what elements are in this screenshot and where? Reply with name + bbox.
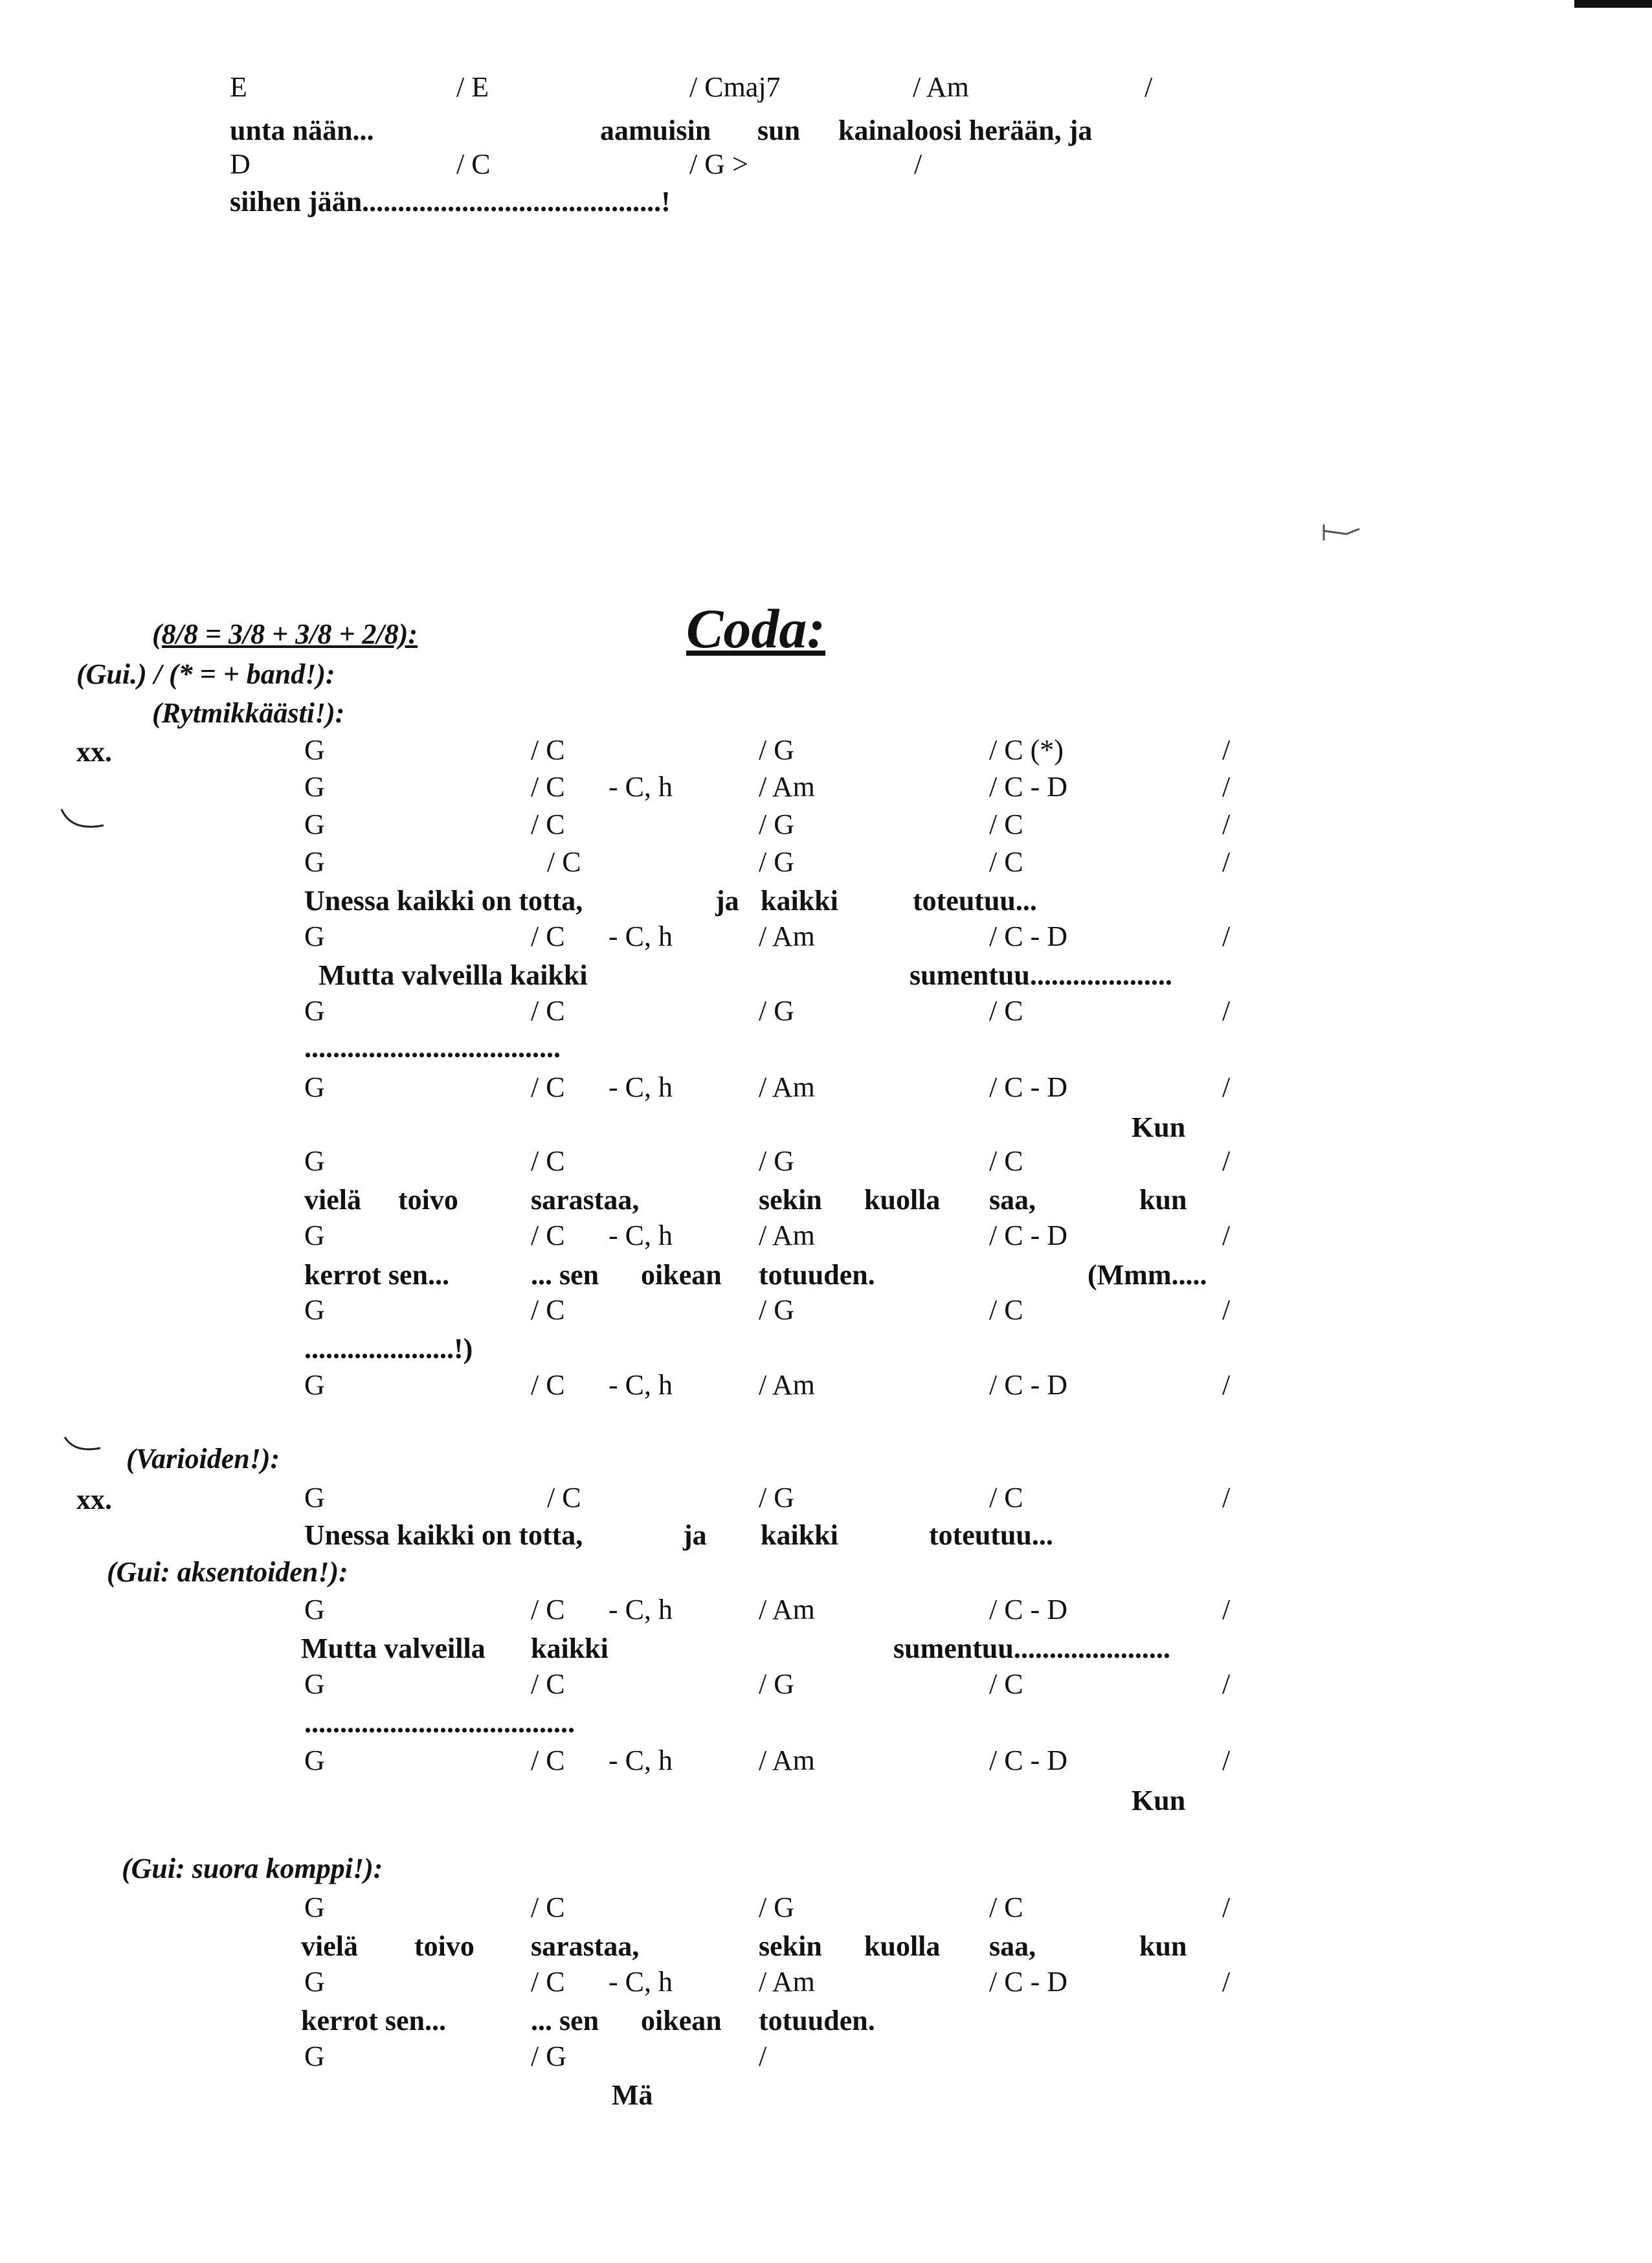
bar-line: /: [1222, 808, 1231, 840]
chord: - C, h: [608, 1369, 673, 1401]
chord: / Am: [759, 1071, 815, 1103]
section-marker: xx.: [76, 736, 112, 768]
chord: - C, h: [608, 1220, 673, 1251]
scan-edge-mark: [1574, 0, 1652, 8]
chord: / Cmaj7: [689, 71, 781, 103]
chord: G: [304, 1220, 325, 1251]
pencil-mark-icon: [58, 806, 110, 838]
chord: / C - D: [989, 1220, 1067, 1251]
chord: / C: [531, 734, 565, 766]
lyric: Mutta valveilla kaikki: [318, 959, 588, 991]
lyric: sumentuu....................: [910, 959, 1172, 991]
chord: / C: [531, 1220, 565, 1251]
chord: G: [304, 808, 325, 840]
lyric: Mutta valveilla: [301, 1633, 486, 1664]
bar-line: /: [1222, 1966, 1231, 1998]
chord: / C: [531, 995, 565, 1027]
bar-line: /: [1222, 995, 1231, 1027]
lyric: kuolla: [864, 1930, 941, 1962]
chord: / G: [759, 995, 794, 1027]
lyric: Kun: [1132, 1111, 1186, 1143]
bar-line: /: [1222, 1369, 1231, 1401]
lyric: vielä: [301, 1930, 358, 1962]
chord: / E: [456, 71, 489, 103]
chord: / C: [531, 771, 565, 803]
chord: - C, h: [608, 771, 673, 803]
lyric: saa,: [989, 1930, 1036, 1962]
chord: / C: [531, 920, 565, 952]
lyric: sumentuu......................: [893, 1633, 1170, 1664]
lyric: saa,: [989, 1184, 1036, 1216]
bar-line: /: [1222, 1482, 1231, 1513]
bar-line: /: [759, 2040, 767, 2072]
lyric: kun: [1139, 1930, 1187, 1962]
lyric: Unessa kaikki on totta,: [304, 1519, 583, 1551]
chord: / G: [759, 846, 794, 878]
chord: G: [304, 1482, 325, 1513]
chord: / C: [531, 1071, 565, 1103]
lyric: ja: [683, 1519, 707, 1551]
bar-line: /: [1222, 1294, 1231, 1326]
lyric: sun: [757, 115, 801, 146]
chord: / Am: [759, 1594, 815, 1625]
lyric: totuuden.: [759, 1259, 875, 1291]
bar-line: /: [1222, 1220, 1231, 1251]
bar-line: /: [1144, 71, 1153, 103]
chord: / C: [989, 995, 1023, 1027]
lyric: Unessa kaikki on totta,: [304, 885, 583, 917]
chord: / C: [989, 846, 1023, 878]
lyric-dots: ....................................: [304, 1032, 561, 1064]
lyric: sarastaa,: [531, 1184, 640, 1216]
chord: / C: [989, 1668, 1023, 1700]
lyric: toteutuu...: [913, 885, 1037, 917]
chord: / C - D: [989, 1745, 1067, 1776]
chord: G: [304, 2040, 325, 2072]
chord: - C, h: [608, 1071, 673, 1103]
chord: / C: [531, 808, 565, 840]
meter-note: (8/8 = 3/8 + 3/8 + 2/8):: [152, 618, 418, 650]
chord: G: [304, 1294, 325, 1326]
chord: / C: [531, 1891, 565, 1923]
chord: / C: [531, 1369, 565, 1401]
scan-mark-icon: [1321, 521, 1366, 547]
bar-line: /: [1222, 1745, 1231, 1776]
chord: E: [230, 71, 247, 103]
lyric: kerrot sen...: [301, 2005, 447, 2036]
section-label: (Gui: suora komppi!):: [122, 1853, 383, 1884]
band-note: (Gui.) / (* = + band!):: [76, 658, 335, 690]
lyric: toteutuu...: [929, 1519, 1053, 1551]
coda-heading: Coda:: [686, 597, 825, 660]
lyric-dots: .....................!): [304, 1333, 473, 1365]
chord: / C: [456, 148, 491, 180]
lyric: kainaloosi herään, ja: [838, 115, 1093, 146]
chord: D: [230, 148, 251, 180]
chord: G: [304, 1966, 325, 1998]
chord: G: [304, 1745, 325, 1776]
bar-line: /: [1222, 734, 1231, 766]
chord: G: [304, 771, 325, 803]
bar-line: /: [1222, 1891, 1231, 1923]
lyric: sekin: [759, 1930, 822, 1962]
chord: / G: [759, 808, 794, 840]
lyric: ... sen: [531, 1259, 599, 1291]
lyric: oikean: [641, 1259, 722, 1291]
lyric: ja: [715, 885, 739, 917]
chord: G: [304, 1594, 325, 1625]
chord: / C: [547, 1482, 581, 1513]
bar-line: /: [1222, 771, 1231, 803]
chord: / C (*): [989, 734, 1064, 766]
lyric: unta nään...: [230, 115, 374, 146]
chord: G: [304, 734, 325, 766]
bar-line: /: [1222, 920, 1231, 952]
lyric: toivo: [414, 1930, 474, 1962]
lyric: aamuisin: [600, 115, 711, 146]
chord: / Am: [759, 771, 815, 803]
chord: / C: [989, 808, 1023, 840]
chord: - C, h: [608, 920, 673, 952]
rhythm-note: (Rytmikkäästi!):: [152, 697, 345, 729]
chord: / C: [531, 1966, 565, 1998]
lyric: kaikki: [531, 1633, 608, 1664]
section-marker: xx.: [76, 1484, 112, 1515]
chord: / C: [547, 846, 581, 878]
bar-line: /: [1222, 1145, 1231, 1177]
chord: / C: [531, 1294, 565, 1326]
chord: / C: [531, 1594, 565, 1625]
chord: / C - D: [989, 920, 1067, 952]
lyric: siihen jään..........................................!: [230, 186, 671, 217]
chord: G: [304, 1668, 325, 1700]
chord: G: [304, 1891, 325, 1923]
chord: / G: [759, 1145, 794, 1177]
chord: / C: [989, 1891, 1023, 1923]
chord: G: [304, 846, 325, 878]
chord: / C: [989, 1294, 1023, 1326]
chord: / C - D: [989, 1071, 1067, 1103]
bar-line: /: [1222, 846, 1231, 878]
chord: / C - D: [989, 1966, 1067, 1998]
chord: / G >: [689, 148, 748, 180]
chord: / G: [759, 1668, 794, 1700]
chord: / Am: [913, 71, 969, 103]
chord: / Am: [759, 1966, 815, 1998]
lyric: kaikki: [761, 885, 838, 917]
chord: / C: [531, 1668, 565, 1700]
lyric: sekin: [759, 1184, 822, 1216]
bar-line: /: [1222, 1071, 1231, 1103]
chord: / Am: [759, 920, 815, 952]
gui-note: (Gui: aksentoiden!):: [107, 1556, 348, 1588]
chord: / C - D: [989, 771, 1067, 803]
lyric: Kun: [1132, 1785, 1186, 1816]
bar-line: /: [914, 148, 922, 180]
chord: G: [304, 1369, 325, 1401]
chord: / Am: [759, 1220, 815, 1251]
chord: / G: [759, 1294, 794, 1326]
pencil-mark-icon: [61, 1434, 107, 1460]
lyric: sarastaa,: [531, 1930, 640, 1962]
lyric: kun: [1139, 1184, 1187, 1216]
chord: G: [304, 1145, 325, 1177]
chord: - C, h: [608, 1594, 673, 1625]
lyric: Mä: [612, 2079, 653, 2111]
chord: / C - D: [989, 1369, 1067, 1401]
lyric: ... sen: [531, 2005, 599, 2036]
chord: / G: [759, 1482, 794, 1513]
lyric: kerrot sen...: [304, 1259, 450, 1291]
lyric: toivo: [398, 1184, 458, 1216]
chord: - C, h: [608, 1745, 673, 1776]
chord: / Am: [759, 1369, 815, 1401]
chord: - C, h: [608, 1966, 673, 1998]
lyric: kuolla: [864, 1184, 941, 1216]
chord: / G: [759, 1891, 794, 1923]
lyric: kaikki: [761, 1519, 838, 1551]
chord: / C: [531, 1145, 565, 1177]
lyric: totuuden.: [759, 2005, 875, 2036]
bar-line: /: [1222, 1668, 1231, 1700]
lyric: vielä: [304, 1184, 361, 1216]
chord: / C: [989, 1145, 1023, 1177]
lyric-dots: ......................................: [304, 1707, 575, 1739]
chord: / C: [531, 1745, 565, 1776]
chord: / G: [531, 2040, 566, 2072]
chord: / G: [759, 734, 794, 766]
chord: / Am: [759, 1745, 815, 1776]
chord: G: [304, 1071, 325, 1103]
lyric: (Mmm.....: [1088, 1259, 1207, 1291]
chord: / C: [989, 1482, 1023, 1513]
chord: G: [304, 995, 325, 1027]
chord: / C - D: [989, 1594, 1067, 1625]
lyric: oikean: [641, 2005, 722, 2036]
section-label: (Varioiden!):: [126, 1443, 280, 1475]
bar-line: /: [1222, 1594, 1231, 1625]
chord: G: [304, 920, 325, 952]
